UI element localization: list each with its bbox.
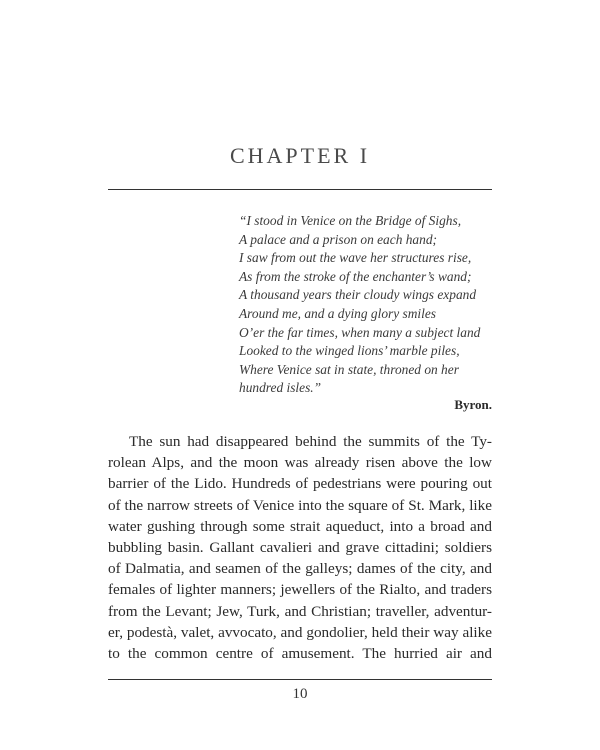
epigraph-line: “I stood in Venice on the Bridge of Sighs, <box>239 213 462 228</box>
epigraph-line: hundred isles.” <box>239 380 322 396</box>
title-divider <box>108 189 492 190</box>
body-line: The sun had disappeared behind the summits of the Ty- <box>129 433 492 450</box>
body-line: of the narrow streets of Venice into the square of St. Mark, like <box>108 496 492 514</box>
page-number: 10 <box>292 686 308 702</box>
epigraph-line: I saw from out the wave her structures rise, <box>239 250 472 266</box>
epigraph-line: Around me, and a dying glory smiles <box>239 305 436 321</box>
epigraph-line: As from the stroke of the enchanter’s wand; <box>239 268 472 284</box>
body-line: barrier of the Lido. Hundreds of pedestrians were pouring out <box>108 475 492 493</box>
epigraph-line: Looked to the winged lions’ marble piles, <box>239 343 460 359</box>
body-line: from the Levant; Jew, Turk, and Christian; traveller, adventur- <box>108 602 492 620</box>
footer-divider <box>108 679 492 680</box>
body-line: bubbling basin. Gallant cavalieri and grave cittadini; soldiers <box>108 539 492 557</box>
body-line: rolean Alps, and the moon was already risen above the low <box>108 454 492 472</box>
body-line: of Dalmatia, and seamen of the galleys; dames of the city, and <box>108 560 492 578</box>
body-line: females of lighter manners; jewellers of the Rialto, and traders <box>108 581 492 599</box>
epigraph-attribution: Byron. <box>454 397 492 412</box>
body-line: water gushing through some strait aqueduct, into a broad and <box>108 517 492 535</box>
body-line: to the common centre of amusement. The hurried air and <box>108 645 492 663</box>
epigraph-line: O’er the far times, when many a subject land <box>239 324 481 340</box>
epigraph <box>239 212 492 398</box>
chapter-title: CHAPTER I <box>229 143 371 168</box>
epigraph-line: Where Venice sat in state, throned on her <box>239 361 459 377</box>
epigraph-line: A thousand years their cloudy wings expand <box>239 287 477 303</box>
body-paragraph <box>108 431 492 664</box>
epigraph-line: A palace and a prison on each hand; <box>239 231 437 247</box>
body-line: er, podestà, valet, avvocato, and gondolier, held their way alike <box>108 623 492 641</box>
